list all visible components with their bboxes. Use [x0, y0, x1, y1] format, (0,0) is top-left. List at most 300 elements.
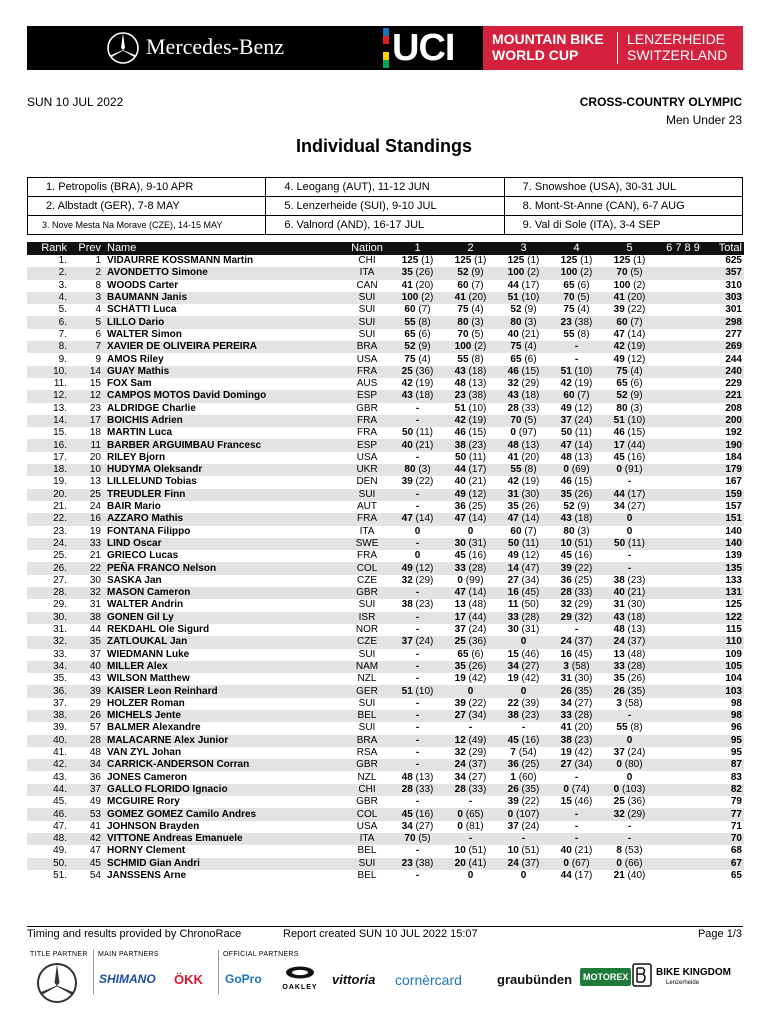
- round-points: 45: [560, 550, 572, 562]
- round-3-cell: [497, 280, 550, 292]
- round-4-cell: [550, 329, 603, 341]
- rounds-6-9-cell: [656, 341, 710, 353]
- round-1-cell: [391, 489, 444, 501]
- rank-cell: 3.: [58, 279, 67, 291]
- round-5-cell: [603, 673, 656, 685]
- round-3-cell: [497, 341, 550, 353]
- round-position: (21): [468, 476, 487, 488]
- round-position: (14): [627, 328, 646, 340]
- round-position: (65): [465, 808, 484, 820]
- round-5-cell: [603, 341, 656, 353]
- round-points: 12: [454, 734, 466, 746]
- rank-cell: 27.: [53, 574, 67, 586]
- round-4-cell: [550, 735, 603, 747]
- round-position: (6): [418, 328, 431, 340]
- rider-name-cell: GALLO FLORIDO Ignacio: [107, 784, 343, 796]
- rank-cell: 43.: [53, 771, 67, 783]
- round-points: 37: [454, 624, 466, 636]
- round-position: (24): [415, 636, 434, 648]
- round-5-cell: [603, 698, 656, 710]
- standings-row: [27, 403, 744, 415]
- rounds-6-9-cell: [656, 747, 710, 759]
- round-points: 40: [401, 439, 413, 451]
- round-points: 51: [454, 402, 466, 414]
- round-cell: 6. Valnord (AND), 16-17 JUL: [266, 216, 504, 235]
- round-2-cell: [444, 316, 497, 328]
- round-4-cell: [550, 784, 603, 796]
- standings-row: [27, 526, 744, 538]
- round-1-cell: [391, 427, 444, 439]
- round-points: -: [415, 734, 420, 746]
- rounds-6-9-cell: [656, 735, 710, 747]
- nation-cell: SUI: [358, 304, 376, 316]
- round-3-cell: [497, 366, 550, 378]
- rider-name-cell: LILLO Dario: [107, 316, 343, 328]
- rank-cell: 44.: [27, 784, 67, 796]
- round-5-cell: [603, 821, 656, 833]
- round-points: 45: [454, 550, 466, 562]
- round-points: 46: [454, 427, 466, 439]
- standings-row: [27, 624, 744, 636]
- standings-row: [27, 280, 744, 292]
- standings-row: [27, 649, 744, 661]
- round-4-cell: [550, 673, 603, 685]
- round-5-cell: [603, 427, 656, 439]
- round-points: 41: [401, 279, 413, 291]
- round-position: (1): [474, 255, 487, 267]
- rider-name-cell: JANSSENS Arne: [107, 869, 187, 881]
- rank-cell: 51.: [53, 869, 67, 881]
- round-position: (99): [465, 574, 484, 586]
- round-2-cell: [444, 833, 497, 845]
- round-points: -: [415, 624, 420, 636]
- standings-row: [27, 808, 744, 820]
- prev-rank-cell: 43: [89, 673, 101, 685]
- round-1-cell: [391, 858, 444, 870]
- round-position: (4): [418, 353, 431, 365]
- rank-cell: 30.: [27, 612, 67, 624]
- round-points: 38: [613, 574, 625, 586]
- total-points-cell: 87: [710, 759, 744, 771]
- standings-row: [27, 870, 744, 882]
- round-points: 36: [507, 759, 519, 771]
- round-points: 50: [455, 451, 467, 463]
- round-points: 60: [563, 390, 575, 402]
- nation-cell: NZL: [357, 771, 377, 783]
- round-2-cell: [444, 722, 497, 734]
- round-position: (80): [624, 759, 643, 771]
- round-position: (27): [415, 820, 434, 832]
- prev-rank-cell: 20: [89, 451, 101, 463]
- round-position: (35): [521, 783, 540, 795]
- round-3-cell: [497, 661, 550, 673]
- col-rank: Rank: [27, 242, 67, 255]
- round-position: (21): [415, 439, 434, 451]
- round-position: (38): [468, 390, 487, 402]
- round-points: 60: [404, 304, 416, 316]
- rounds-6-9-cell: [656, 649, 710, 661]
- col-round-4: 4: [550, 242, 603, 255]
- round-position: (40): [627, 869, 646, 881]
- round-points: 26: [560, 685, 572, 697]
- prev-rank-cell: 47: [89, 845, 101, 857]
- round-2-cell: [444, 771, 497, 783]
- prev-rank-cell: 49: [89, 796, 101, 808]
- round-points: -: [574, 820, 579, 832]
- round-points: 27: [454, 710, 466, 722]
- round-position: (54): [518, 747, 537, 759]
- round-position: (19): [521, 476, 540, 488]
- round-5-cell: [603, 378, 656, 390]
- round-points: 32: [560, 599, 572, 611]
- round-4-cell: [550, 415, 603, 427]
- round-points: 80: [563, 525, 575, 537]
- round-position: (6): [524, 353, 537, 365]
- round-4-cell: [550, 771, 603, 783]
- timing-credit: Timing and results provided by ChronoRace: [27, 928, 242, 940]
- round-4-cell: [550, 292, 603, 304]
- round-points: 125: [401, 255, 419, 267]
- prev-rank-cell: 25: [67, 489, 107, 501]
- total-points-cell: 357: [710, 267, 744, 279]
- rider-name-cell: GOMEZ GOMEZ Camilo Andres: [107, 808, 343, 820]
- round-5-cell: [603, 562, 656, 574]
- rounds-6-9-cell: [656, 771, 710, 783]
- round-points: 39: [454, 697, 466, 709]
- round-position: (23): [468, 439, 487, 451]
- round-position: (2): [580, 267, 593, 279]
- rank-cell: 46.: [27, 808, 67, 820]
- rank-cell: 25.: [53, 550, 67, 562]
- round-points: 43: [401, 390, 413, 402]
- round-position: (18): [574, 513, 593, 525]
- standings-row: [27, 587, 744, 599]
- round-points: 28: [507, 402, 519, 414]
- round-position: (19): [468, 415, 487, 426]
- round-points: 100: [560, 267, 578, 279]
- nation-cell: BEL: [357, 845, 377, 857]
- round-5-cell: [603, 587, 656, 599]
- standings-row: [27, 464, 744, 476]
- round-position: (37): [627, 636, 646, 648]
- round-4-cell: [550, 316, 603, 328]
- rounds-6-9-cell: [656, 390, 710, 402]
- round-position: (4): [630, 365, 643, 377]
- round-3-cell: [497, 464, 550, 476]
- rider-name-cell: GONEN Gil Ly: [107, 612, 343, 624]
- round-position: (45): [521, 587, 540, 599]
- rank-cell: 9.: [58, 353, 67, 365]
- rounds-6-9-cell: [656, 292, 710, 304]
- round-4-cell: [550, 353, 603, 365]
- round-position: (10): [627, 415, 646, 426]
- round-points: 75: [616, 365, 628, 377]
- prev-rank-cell: 22: [67, 562, 107, 574]
- total-points-cell: 133: [725, 574, 742, 586]
- round-3-cell: [497, 513, 550, 525]
- round-position: (29): [468, 747, 487, 759]
- rider-name-cell: HOLZER Roman: [107, 697, 185, 709]
- round-points: 75: [404, 353, 416, 365]
- round-5-cell: [603, 808, 656, 820]
- round-points: -: [415, 710, 420, 722]
- round-2-cell: [444, 649, 497, 661]
- round-points: -: [415, 501, 420, 513]
- rider-name-cell: AZZARO Mathis: [107, 513, 343, 525]
- round-points: 32: [454, 747, 466, 759]
- rank-cell: 4.: [27, 292, 67, 304]
- rounds-6-9-cell: [656, 513, 710, 525]
- nation-cell: GBR: [356, 402, 378, 414]
- round-points: 31: [560, 673, 572, 685]
- rank-cell: 35.: [53, 673, 67, 685]
- col-round-3: 3: [497, 242, 550, 255]
- round-position: (97): [518, 427, 537, 439]
- round-cell: 7. Snowshoe (USA), 30-31 JUL: [504, 178, 742, 197]
- round-2-cell: [444, 575, 497, 587]
- round-points: 41: [613, 292, 625, 304]
- round-position: (51): [574, 537, 593, 549]
- round-3-cell: [497, 476, 550, 488]
- standings-row: [27, 858, 744, 870]
- rank-cell: 50.: [27, 858, 67, 870]
- standings-row: [27, 366, 744, 378]
- rounds-6-9-cell: [656, 722, 710, 734]
- rounds-6-9-cell: [656, 858, 710, 870]
- round-points: 32: [401, 574, 413, 586]
- rider-name-cell: VAN ZYL Johan: [107, 747, 182, 759]
- round-points: 31: [613, 599, 625, 611]
- round-position: (5): [418, 833, 431, 845]
- round-2-cell: [444, 415, 497, 427]
- round-points: -: [468, 833, 473, 845]
- round-points: 80: [457, 316, 469, 328]
- round-position: (107): [515, 808, 540, 820]
- round-points: -: [468, 796, 473, 808]
- round-position: (17): [521, 279, 540, 291]
- round-position: (9): [524, 304, 537, 316]
- round-points: 8: [616, 845, 622, 857]
- prev-rank-cell: 4: [95, 304, 101, 316]
- round-1-cell: [391, 415, 444, 427]
- rounds-6-9-cell: [656, 661, 710, 673]
- round-points: 26: [507, 783, 519, 795]
- nation-cell: FRA: [343, 415, 391, 427]
- rounds-6-9-cell: [656, 808, 710, 820]
- round-position: (74): [571, 783, 590, 795]
- round-1-cell: [391, 784, 444, 796]
- round-position: (33): [415, 783, 434, 795]
- round-4-cell: [550, 366, 603, 378]
- round-4-cell: [550, 808, 603, 820]
- round-points: 65: [457, 648, 469, 660]
- round-1-cell: [391, 292, 444, 304]
- round-points: 37: [560, 415, 572, 426]
- round-position: (28): [574, 710, 593, 722]
- round-points: 0: [510, 427, 516, 439]
- race-date: SUN 10 JUL 2022: [27, 95, 124, 109]
- total-points-cell: 184: [725, 451, 742, 463]
- round-1-cell: [391, 280, 444, 292]
- nation-cell: GBR: [343, 759, 391, 771]
- round-position: (39): [521, 697, 540, 709]
- round-position: (23): [574, 734, 593, 746]
- nation-cell: CAN: [356, 279, 378, 291]
- round-position: (26): [468, 660, 487, 672]
- prev-rank-cell: 1: [95, 255, 101, 267]
- round-points: 37: [401, 636, 413, 648]
- nation-cell: ESP: [343, 390, 391, 402]
- rank-cell: 15.: [53, 427, 67, 439]
- rider-name-cell: CARRICK-ANDERSON Corran: [107, 759, 343, 771]
- round-points: -: [521, 722, 526, 734]
- total-points-cell: 105: [710, 661, 744, 673]
- prev-rank-cell: 23: [89, 402, 101, 414]
- rank-cell: 24.: [27, 538, 67, 550]
- oakley-ellipse-icon: [285, 966, 315, 979]
- round-points: 60: [510, 525, 522, 537]
- round-points: 10: [454, 845, 466, 857]
- round-5-cell: [603, 649, 656, 661]
- prev-rank-cell: 16: [67, 513, 107, 525]
- round-position: (30): [521, 488, 540, 500]
- round-3-cell: [497, 796, 550, 808]
- round-2-cell: [444, 513, 497, 525]
- round-position: (8): [471, 353, 484, 365]
- round-3-cell: [497, 808, 550, 820]
- round-points: 70: [457, 328, 469, 340]
- total-points-cell: 95: [730, 747, 742, 759]
- rank-cell: 17.: [53, 451, 67, 463]
- round-points: -: [415, 673, 420, 685]
- round-5-cell: [603, 390, 656, 402]
- rank-cell: 38.: [27, 710, 67, 722]
- standings-row: [27, 255, 744, 267]
- round-2-cell: [444, 747, 497, 759]
- round-1-cell: [391, 673, 444, 685]
- total-points-cell: 68: [730, 845, 742, 857]
- round-position: (16): [521, 734, 540, 746]
- round-points: 25: [401, 365, 413, 377]
- standings-row: [27, 796, 744, 808]
- round-points: 0: [563, 783, 569, 795]
- round-1-cell: [391, 685, 444, 697]
- round-position: (19): [574, 378, 593, 390]
- nation-cell: USA: [356, 353, 378, 365]
- rider-name-cell: GRIECO Lucas: [107, 550, 179, 562]
- rounds-6-9-cell: [656, 845, 710, 857]
- round-position: (3): [630, 402, 643, 414]
- round-points: 70: [510, 415, 522, 426]
- rider-name-cell: GUAY Mathis: [107, 366, 343, 378]
- event-location: [627, 31, 727, 63]
- round-position: (2): [474, 341, 487, 353]
- round-1-cell: [391, 833, 444, 845]
- round-points: 125: [560, 255, 578, 267]
- rank-cell: 42.: [27, 759, 67, 771]
- round-points: 43: [613, 611, 625, 623]
- round-points: -: [415, 796, 420, 808]
- round-2-cell: [444, 390, 497, 402]
- round-3-cell: [497, 538, 550, 550]
- round-position: (23): [415, 599, 434, 611]
- rank-cell: 39.: [53, 722, 67, 734]
- prev-rank-cell: 6: [95, 328, 101, 340]
- round-position: (12): [627, 353, 646, 365]
- round-3-cell: [497, 267, 550, 279]
- round-3-cell: [497, 784, 550, 796]
- round-4-cell: [550, 403, 603, 415]
- round-4-cell: [550, 599, 603, 611]
- round-points: 39: [613, 304, 625, 316]
- round-position: (35): [574, 685, 593, 697]
- round-position: (13): [468, 378, 487, 390]
- mercedes-star-icon: [106, 31, 140, 65]
- round-position: (20): [415, 279, 434, 291]
- rider-name-cell: FONTANA Filippo: [107, 525, 191, 537]
- rounds-6-9-cell: [656, 685, 710, 697]
- round-points: 35: [560, 488, 572, 500]
- round-5-cell: [603, 747, 656, 759]
- rider-name-cell: MARTIN Luca: [107, 427, 172, 439]
- round-points: 23: [454, 390, 466, 402]
- round-points: 125: [454, 255, 472, 267]
- round-points: 27: [560, 759, 572, 771]
- round-points: 75: [563, 304, 575, 316]
- nation-cell: COL: [343, 808, 391, 820]
- round-position: (2): [633, 279, 646, 291]
- prev-rank-cell: 39: [67, 685, 107, 697]
- total-points-cell: 79: [730, 796, 742, 808]
- round-points: 0: [414, 525, 421, 537]
- round-points: -: [415, 488, 420, 500]
- round-position: (8): [630, 722, 643, 734]
- rank-cell: 32.: [27, 636, 67, 648]
- round-1-cell: [391, 771, 444, 783]
- round-5-cell: [603, 353, 656, 365]
- round-3-cell: [497, 735, 550, 747]
- event-line2: WORLD CUP: [492, 47, 579, 63]
- standings-row: [27, 538, 744, 550]
- round-cell: 3. Nove Mesta Na Morave (CZE), 14-15 MAY: [28, 216, 266, 235]
- rank-cell: 34.: [27, 661, 67, 673]
- total-points-cell: 110: [710, 636, 744, 648]
- round-1-cell: [391, 476, 444, 488]
- round-2-cell: [444, 673, 497, 685]
- round-5-cell: [603, 784, 656, 796]
- rank-cell: 20.: [27, 489, 67, 501]
- rider-name-cell: PEÑA FRANCO Nelson: [107, 562, 343, 574]
- standings-row: [27, 722, 744, 734]
- round-4-cell: [550, 845, 603, 857]
- rider-name-cell: ZATLOUKAL Jan: [107, 636, 343, 648]
- round-2-cell: [444, 476, 497, 488]
- round-2-cell: [444, 366, 497, 378]
- round-2-cell: [444, 353, 497, 365]
- round-1-cell: [391, 464, 444, 476]
- total-points-cell: 200: [710, 415, 744, 427]
- round-5-cell: [603, 255, 656, 267]
- round-points: 0: [507, 808, 514, 820]
- round-points: 45: [613, 451, 625, 463]
- round-points: 39: [401, 476, 413, 488]
- total-points-cell: 240: [710, 366, 744, 378]
- round-5-cell: [603, 452, 656, 464]
- round-3-cell: [497, 501, 550, 513]
- nation-cell: SUI: [358, 599, 376, 611]
- round-position: (36): [627, 796, 646, 808]
- total-points-cell: 157: [725, 501, 742, 513]
